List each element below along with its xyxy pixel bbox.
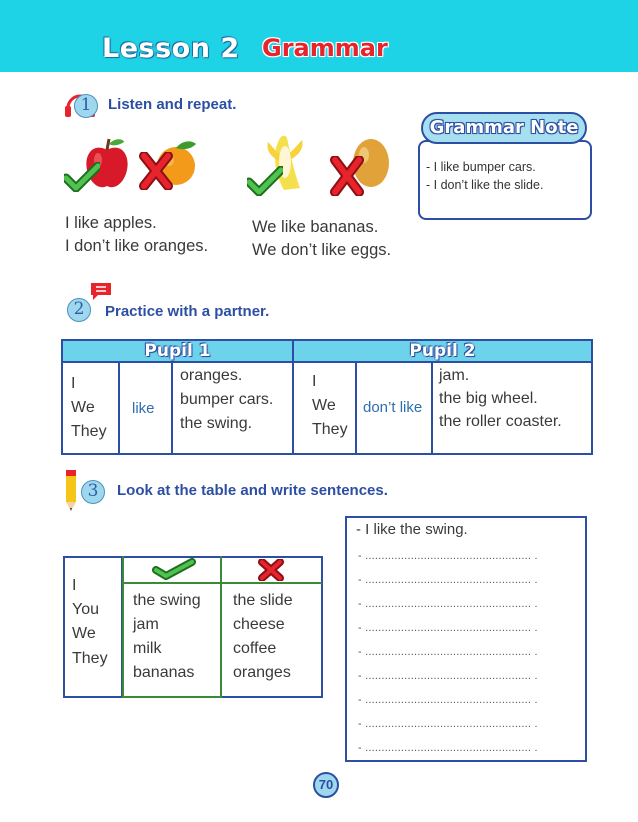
topic-title: Grammar <box>262 34 388 62</box>
like-item: bananas <box>133 664 195 681</box>
grammar-note-line: - I don’t like the slide. <box>426 178 544 192</box>
subject-cell: I <box>312 373 317 390</box>
section-number-3: 3 <box>81 480 105 504</box>
table-divider <box>122 582 322 584</box>
check-icon <box>152 558 196 580</box>
answer-line[interactable]: - ................................................... . <box>358 694 538 706</box>
answer-line[interactable]: - ................................................... . <box>358 646 538 658</box>
example-sentence: I like apples. <box>65 214 157 232</box>
object-cell: oranges. <box>180 367 243 384</box>
cross-icon <box>258 559 284 581</box>
table-divider <box>171 363 173 455</box>
subject-cell: I <box>71 375 76 392</box>
verb-cell: don’t like <box>363 399 423 416</box>
example-sentence: I don’t like oranges. <box>65 237 209 255</box>
grammar-note-title: Grammar Note <box>421 112 587 144</box>
example-sentence: We like bananas. <box>252 218 379 236</box>
speech-bubble-icon <box>88 280 114 302</box>
subject-cell: I <box>72 577 77 594</box>
example-sentence: We don’t like eggs. <box>252 241 392 259</box>
verb-cell: like <box>132 400 155 417</box>
pupil-2-header: Pupil 2 <box>292 339 593 363</box>
answer-line[interactable]: - ................................................... . <box>358 622 538 634</box>
subject-cell: You <box>72 601 99 618</box>
cross-icon <box>139 152 173 190</box>
check-icon <box>64 162 100 192</box>
pencil-icon <box>62 468 80 512</box>
subject-cell: They <box>71 423 107 440</box>
subject-cell: They <box>72 650 108 667</box>
subject-cell: They <box>312 421 348 438</box>
pupil-1-header: Pupil 1 <box>61 339 294 363</box>
subject-cell: We <box>72 625 96 642</box>
table-divider <box>122 696 221 698</box>
object-cell: bumper cars. <box>180 391 274 408</box>
object-cell: the big wheel. <box>439 390 538 407</box>
answer-line[interactable]: - ................................................... . <box>358 574 538 586</box>
section-2-title: Practice with a partner. <box>105 303 270 320</box>
subject-cell: We <box>71 399 95 416</box>
answer-line[interactable]: - ................................................... . <box>358 598 538 610</box>
dislike-item: the slide <box>233 592 293 609</box>
page-number: 70 <box>313 772 339 798</box>
section-number-1: 1 <box>74 94 98 118</box>
grammar-note-line: - I like bumper cars. <box>426 160 536 174</box>
table-divider <box>118 363 120 455</box>
table-divider <box>220 556 222 698</box>
example-answer: - I like the swing. <box>356 521 468 538</box>
answer-line[interactable]: - ................................................... . <box>358 550 538 562</box>
section-3-title: Look at the table and write sentences. <box>117 482 388 499</box>
table-divider <box>355 363 357 455</box>
object-cell: jam. <box>439 367 470 384</box>
check-icon <box>247 166 283 196</box>
object-cell: the roller coaster. <box>439 413 562 430</box>
table-divider <box>122 556 124 698</box>
answer-line[interactable]: - ................................................... . <box>358 718 538 730</box>
cross-icon <box>330 156 364 196</box>
answer-line[interactable]: - ................................................... . <box>358 742 538 754</box>
like-item: jam <box>133 616 159 633</box>
object-cell: the swing. <box>180 415 253 432</box>
dislike-item: cheese <box>233 616 285 633</box>
answer-line[interactable]: - ................................................... . <box>358 670 538 682</box>
section-number-2: 2 <box>67 298 91 322</box>
dislike-item: oranges <box>233 664 291 681</box>
like-item: milk <box>133 640 162 657</box>
table-divider <box>431 363 433 455</box>
lesson-title: Lesson 2 <box>102 33 240 64</box>
section-1-title: Listen and repeat. <box>108 96 237 113</box>
dislike-item: coffee <box>233 640 277 657</box>
table-divider <box>292 363 294 455</box>
subject-cell: We <box>312 397 336 414</box>
like-item: the swing <box>133 592 201 609</box>
